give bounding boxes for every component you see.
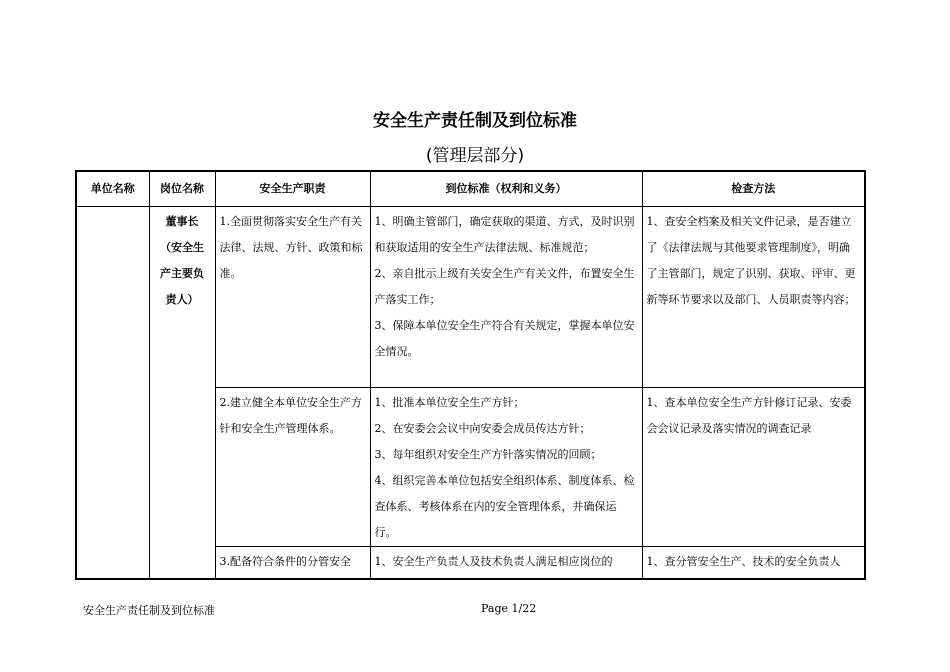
post-name-cell: [149, 207, 215, 579]
standard-item: 3、每年组织对安全生产方针落实情况的回顾；: [374, 448, 602, 461]
header-unit-name: 单位名称: [76, 171, 149, 207]
standard-cell: [370, 207, 642, 388]
standard-item: 2、亲自批示上级有关安全生产有关文件，布置安全生产落实工作；: [374, 267, 635, 306]
responsibility-table: [75, 170, 866, 580]
check-cell: 1、查分管安全生产、技术的安全负责人: [642, 547, 865, 579]
footer-document-name: 安全生产责任制及到位标准: [83, 604, 215, 617]
check-cell: 1、查安全档案及相关文件记录，是否建立了《法律法规与其他要求管理制度》，明确了主管部门，规定了识别、获取、评审、更新等环节要求以及部门、人员职责等内容；: [642, 207, 865, 388]
standard-cell: [370, 547, 642, 579]
footer-page-number: Page 1/22: [481, 602, 537, 615]
post-note-3: 责人）: [165, 293, 199, 306]
document-subtitle: (管理层部分): [425, 146, 525, 166]
standard-item: 2、在安委会会议中向安委会成员传达方针；: [374, 422, 591, 435]
standard-item: 1、批准本单位安全生产方针；: [374, 396, 525, 409]
header-standard: 到位标准（权利和义务）: [370, 171, 642, 207]
post-note-2: 产主要负: [160, 267, 204, 280]
header-post-name: 岗位名称: [149, 171, 215, 207]
post-title: 董事长: [165, 215, 199, 228]
standard-cell: [370, 388, 642, 547]
unit-name-cell: [76, 207, 149, 579]
standard-item: 1、安全生产负责人及技术负责人满足相应岗位的: [374, 555, 613, 568]
post-note-1: （安全生: [160, 241, 204, 254]
document-title: 安全生产责任制及到位标准: [373, 111, 577, 131]
standard-item: 3、保障本单位安全生产符合有关规定，掌握本单位安全情况。: [374, 319, 635, 358]
check-cell: 1、查本单位安全生产方针修订记录、安委会会议记录及落实情况的调查记录: [642, 388, 865, 547]
standard-item: 4、组织完善本单位包括安全组织体系、制度体系、检查体系、考核体系在内的安全管理体系，并确保运行。: [374, 474, 635, 539]
standard-item: 1、明确主管部门，确定获取的渠道、方式，及时识别和获取适用的安全生产法律法规、标准规范；: [374, 215, 635, 254]
header-check-method: 检查方法: [642, 171, 865, 207]
duty-cell: 1.全面贯彻落实安全生产有关法律、法规、方针、政策和标准。: [215, 207, 370, 388]
table-row: [76, 207, 865, 388]
table-header-row: [76, 171, 865, 207]
duty-cell: 3.配备符合条件的分管安全: [215, 547, 370, 579]
header-safety-duty: 安全生产职责: [215, 171, 370, 207]
duty-cell: 2.建立健全本单位安全生产方针和安全生产管理体系。: [215, 388, 370, 547]
